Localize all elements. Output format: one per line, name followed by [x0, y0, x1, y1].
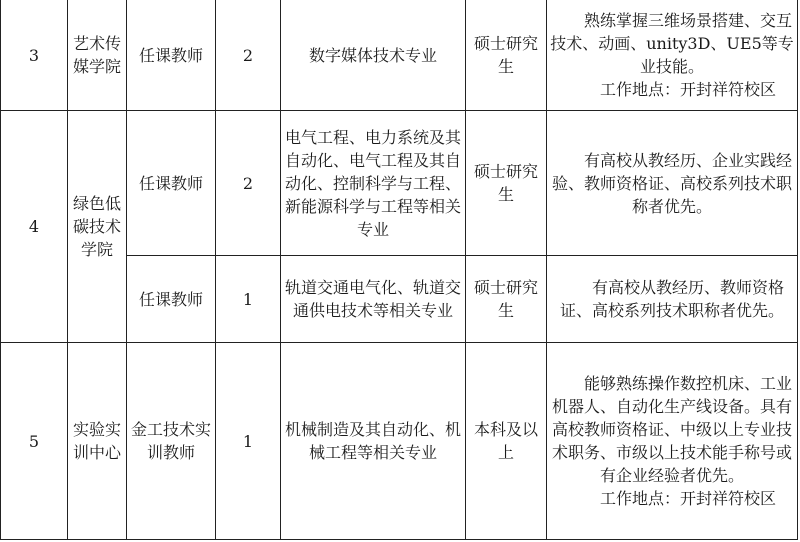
row-number: 5 [1, 343, 68, 540]
work-location: 工作地点：开封祥符校区 [599, 80, 776, 99]
education-requirement: 硕士研究生 [466, 0, 547, 111]
education-requirement: 硕士研究生 [466, 111, 547, 256]
table-row [1, 111, 798, 256]
other-requirements [547, 343, 798, 540]
position-name: 任课教师 [127, 0, 216, 111]
position-name: 金工技术实训教师 [127, 343, 216, 540]
department-name: 绿色低碳技术学院 [68, 111, 127, 343]
position-name: 任课教师 [127, 111, 216, 256]
headcount: 1 [216, 343, 281, 540]
other-requirements [547, 256, 798, 343]
row-number: 3 [1, 0, 68, 111]
requirement-text: 有高校从教经历、企业实践经验、教师资格证、高校系列技术职称者优先。 [551, 150, 792, 216]
requirement-text: 有高校从教经历、教师资格证、高校系列技术职称者优先。 [559, 278, 784, 320]
other-requirements [547, 111, 798, 256]
row-number: 4 [1, 111, 68, 343]
major-requirement: 数字媒体技术专业 [281, 0, 466, 111]
major-requirement: 轨道交通电气化、轨道交通供电技术等相关专业 [281, 256, 466, 343]
department-name: 艺术传媒学院 [68, 0, 127, 111]
table-row [1, 343, 798, 540]
work-location: 工作地点：开封祥符校区 [599, 489, 776, 508]
table-row [1, 0, 798, 111]
headcount: 1 [216, 256, 281, 343]
other-requirements [547, 0, 798, 111]
requirement-text: 熟练掌握三维场景搭建、交互技术、动画、unity3D、UE5等专业技能。 [550, 11, 794, 76]
headcount: 2 [216, 0, 281, 111]
major-requirement: 电气工程、电力系统及其自动化、电气工程及其自动化、控制科学与工程、新能源科学与工程等相关专业 [281, 111, 466, 256]
position-name: 任课教师 [127, 256, 216, 343]
major-requirement: 机械制造及其自动化、机械工程等相关专业 [281, 343, 466, 540]
requirement-text: 能够熟练操作数控机床、工业机器人、自动化生产线设备。具有高校教师资格证、中级以上专业技术职务、市级以上技术能手称号或有企业经验者优先。 [551, 374, 792, 485]
education-requirement: 硕士研究生 [466, 256, 547, 343]
headcount: 2 [216, 111, 281, 256]
education-requirement: 本科及以上 [466, 343, 547, 540]
department-name: 实验实训中心 [68, 343, 127, 540]
